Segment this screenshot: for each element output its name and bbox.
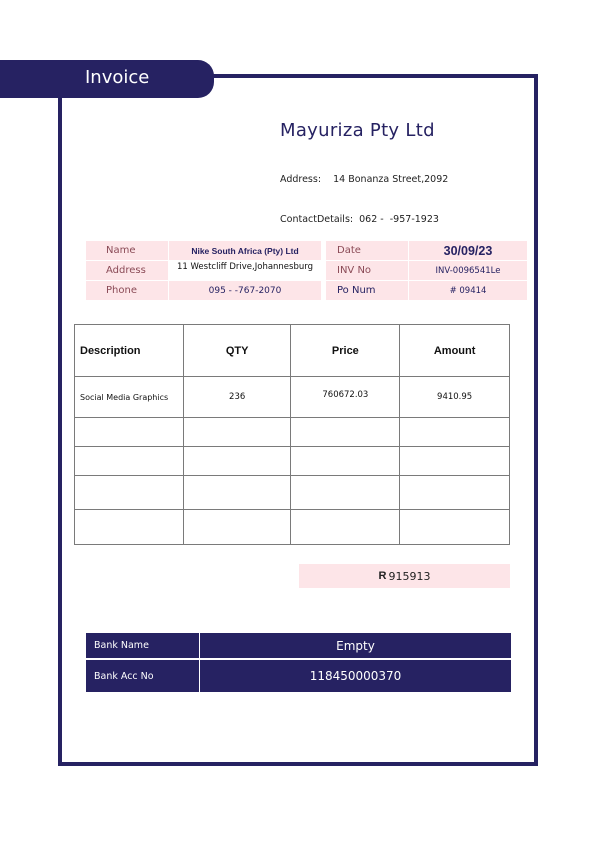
cell-qty	[183, 447, 291, 476]
cell-qty	[183, 418, 291, 447]
col-amount: Amount	[400, 325, 510, 377]
cell-amount	[400, 447, 510, 476]
col-description: Description	[75, 325, 184, 377]
table-row	[75, 510, 510, 545]
company-address: Address: 14 Bonanza Street,2092	[280, 174, 449, 185]
table-row	[75, 418, 510, 447]
cell-price	[291, 476, 400, 510]
cell-description	[75, 510, 184, 545]
invoice-title: Invoice	[85, 67, 150, 88]
cell-price: 760672.03	[291, 377, 400, 418]
table-row	[75, 377, 510, 418]
inv-no-value: INV-0096541Le	[409, 261, 527, 280]
bank-acc-label: Bank Acc No	[86, 660, 199, 692]
inv-no-label: INV No	[326, 261, 408, 280]
cell-amount	[400, 476, 510, 510]
cell-description	[75, 418, 184, 447]
table-row	[75, 447, 510, 476]
col-qty: QTY	[183, 325, 291, 377]
date-value: 30/09/23	[409, 241, 527, 260]
bank-acc-value: 118450000370	[200, 660, 511, 692]
cell-description: Social Media Graphics	[75, 377, 184, 418]
company-contact: ContactDetails: 062 - -957-1923	[280, 214, 439, 225]
cell-qty	[183, 510, 291, 545]
cell-price	[291, 447, 400, 476]
company-name: Mayuriza Pty Ltd	[280, 120, 435, 141]
cell-description	[75, 476, 184, 510]
customer-address-label: Address	[86, 261, 168, 280]
cell-amount	[400, 418, 510, 447]
currency-symbol: R	[378, 570, 387, 582]
cell-amount	[400, 510, 510, 545]
cell-qty	[183, 476, 291, 510]
cell-description	[75, 447, 184, 476]
customer-address-value: 11 Westcliff Drive,Johannesburg	[177, 261, 313, 272]
bank-name-value: Empty	[200, 633, 511, 658]
cell-amount: 9410.95	[400, 377, 510, 418]
total-value: 915913	[388, 569, 431, 583]
invoice-total	[299, 564, 510, 588]
items-table	[74, 324, 510, 545]
customer-phone-label: Phone	[86, 281, 168, 300]
customer-name-label: Name	[86, 241, 168, 260]
table-header-row	[75, 325, 510, 377]
cell-price	[291, 418, 400, 447]
table-row	[75, 476, 510, 510]
bank-name-label: Bank Name	[86, 633, 199, 658]
customer-phone-value: 095 - -767-2070	[169, 281, 321, 300]
cell-price	[291, 510, 400, 545]
col-price: Price	[291, 325, 400, 377]
po-num-label: Po Num	[326, 281, 408, 300]
date-label: Date	[326, 241, 408, 260]
customer-name-value: Nike South Africa (Pty) Ltd	[169, 241, 321, 260]
cell-qty: 236	[183, 377, 291, 418]
po-num-value: # 09414	[409, 281, 527, 300]
